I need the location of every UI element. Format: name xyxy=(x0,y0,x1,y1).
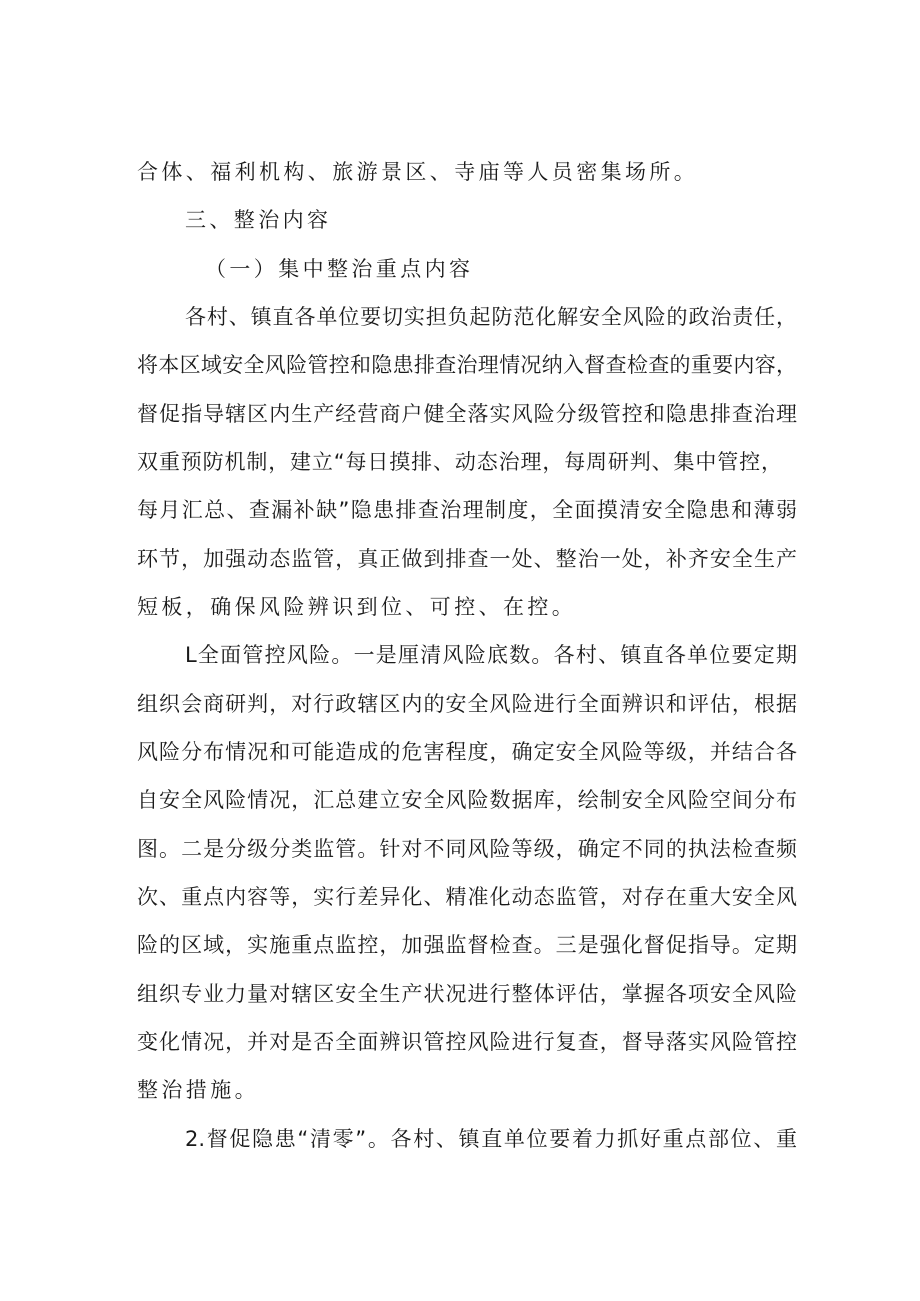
subsection-heading: （一）集中整治重点内容 xyxy=(205,257,474,281)
paragraph-line: 风险分布情况和可能造成的危害程度，确定安全风险等级，并结合各 xyxy=(137,740,797,764)
paragraph-line: 自安全风险情况，汇总建立安全风险数据库，绘制安全风险空间分布 xyxy=(137,788,797,812)
paragraph-line: 督促指导辖区内生产经营商户健全落实风险分级管控和隐患排查治理 xyxy=(137,402,797,426)
paragraph-line: 次、重点内容等，实行差异化、精准化动态监管，对存在重大安全风 xyxy=(137,885,797,909)
paragraph-line: 将本区域安全风险管控和隐患排查治理情况纳入督查检查的重要内容， xyxy=(137,353,797,377)
paragraph-line: 2.督促隐患“清零”。各村、镇直单位要着力抓好重点部位、重 xyxy=(185,1127,797,1151)
paragraph-line: 变化情况，并对是否全面辨识管控风险进行复查，督导落实风险管控 xyxy=(137,1030,797,1054)
paragraph-line: L全面管控风险。一是厘清风险底数。各村、镇直各单位要定期 xyxy=(185,643,797,667)
paragraph-line: 组织会商研判，对行政辖区内的安全风险进行全面辨识和评估，根据 xyxy=(137,692,797,716)
paragraph-line: 双重预防机制，建立“每日摸排、动态治理，每周研判、集中管控， xyxy=(137,450,782,474)
paragraph-line: 合体、福利机构、旅游景区、寺庙等人员密集场所。 xyxy=(137,160,699,184)
paragraph-line: 每月汇总、查漏补缺”隐患排查治理制度，全面摸清安全隐患和薄弱 xyxy=(137,498,797,522)
paragraph-line: 险的区域，实施重点监控，加强监督检查。三是强化督促指导。定期 xyxy=(137,933,797,957)
section-heading: 三、整治内容 xyxy=(185,208,332,232)
paragraph-line: 短板，确保风险辨识到位、可控、在控。 xyxy=(137,595,577,619)
paragraph-line: 组织专业力量对辖区安全生产状况进行整体评估，掌握各项安全风险 xyxy=(137,982,797,1006)
paragraph-line: 各村、镇直各单位要切实担负起防范化解安全风险的政治责任， xyxy=(185,305,797,329)
paragraph-line: 环节，加强动态监管，真正做到排查一处、整治一处，补齐安全生产 xyxy=(137,547,797,571)
paragraph-line: 图。二是分级分类监管。针对不同风险等级，确定不同的执法检查频 xyxy=(137,837,797,861)
paragraph-line: 整治措施。 xyxy=(137,1078,259,1102)
